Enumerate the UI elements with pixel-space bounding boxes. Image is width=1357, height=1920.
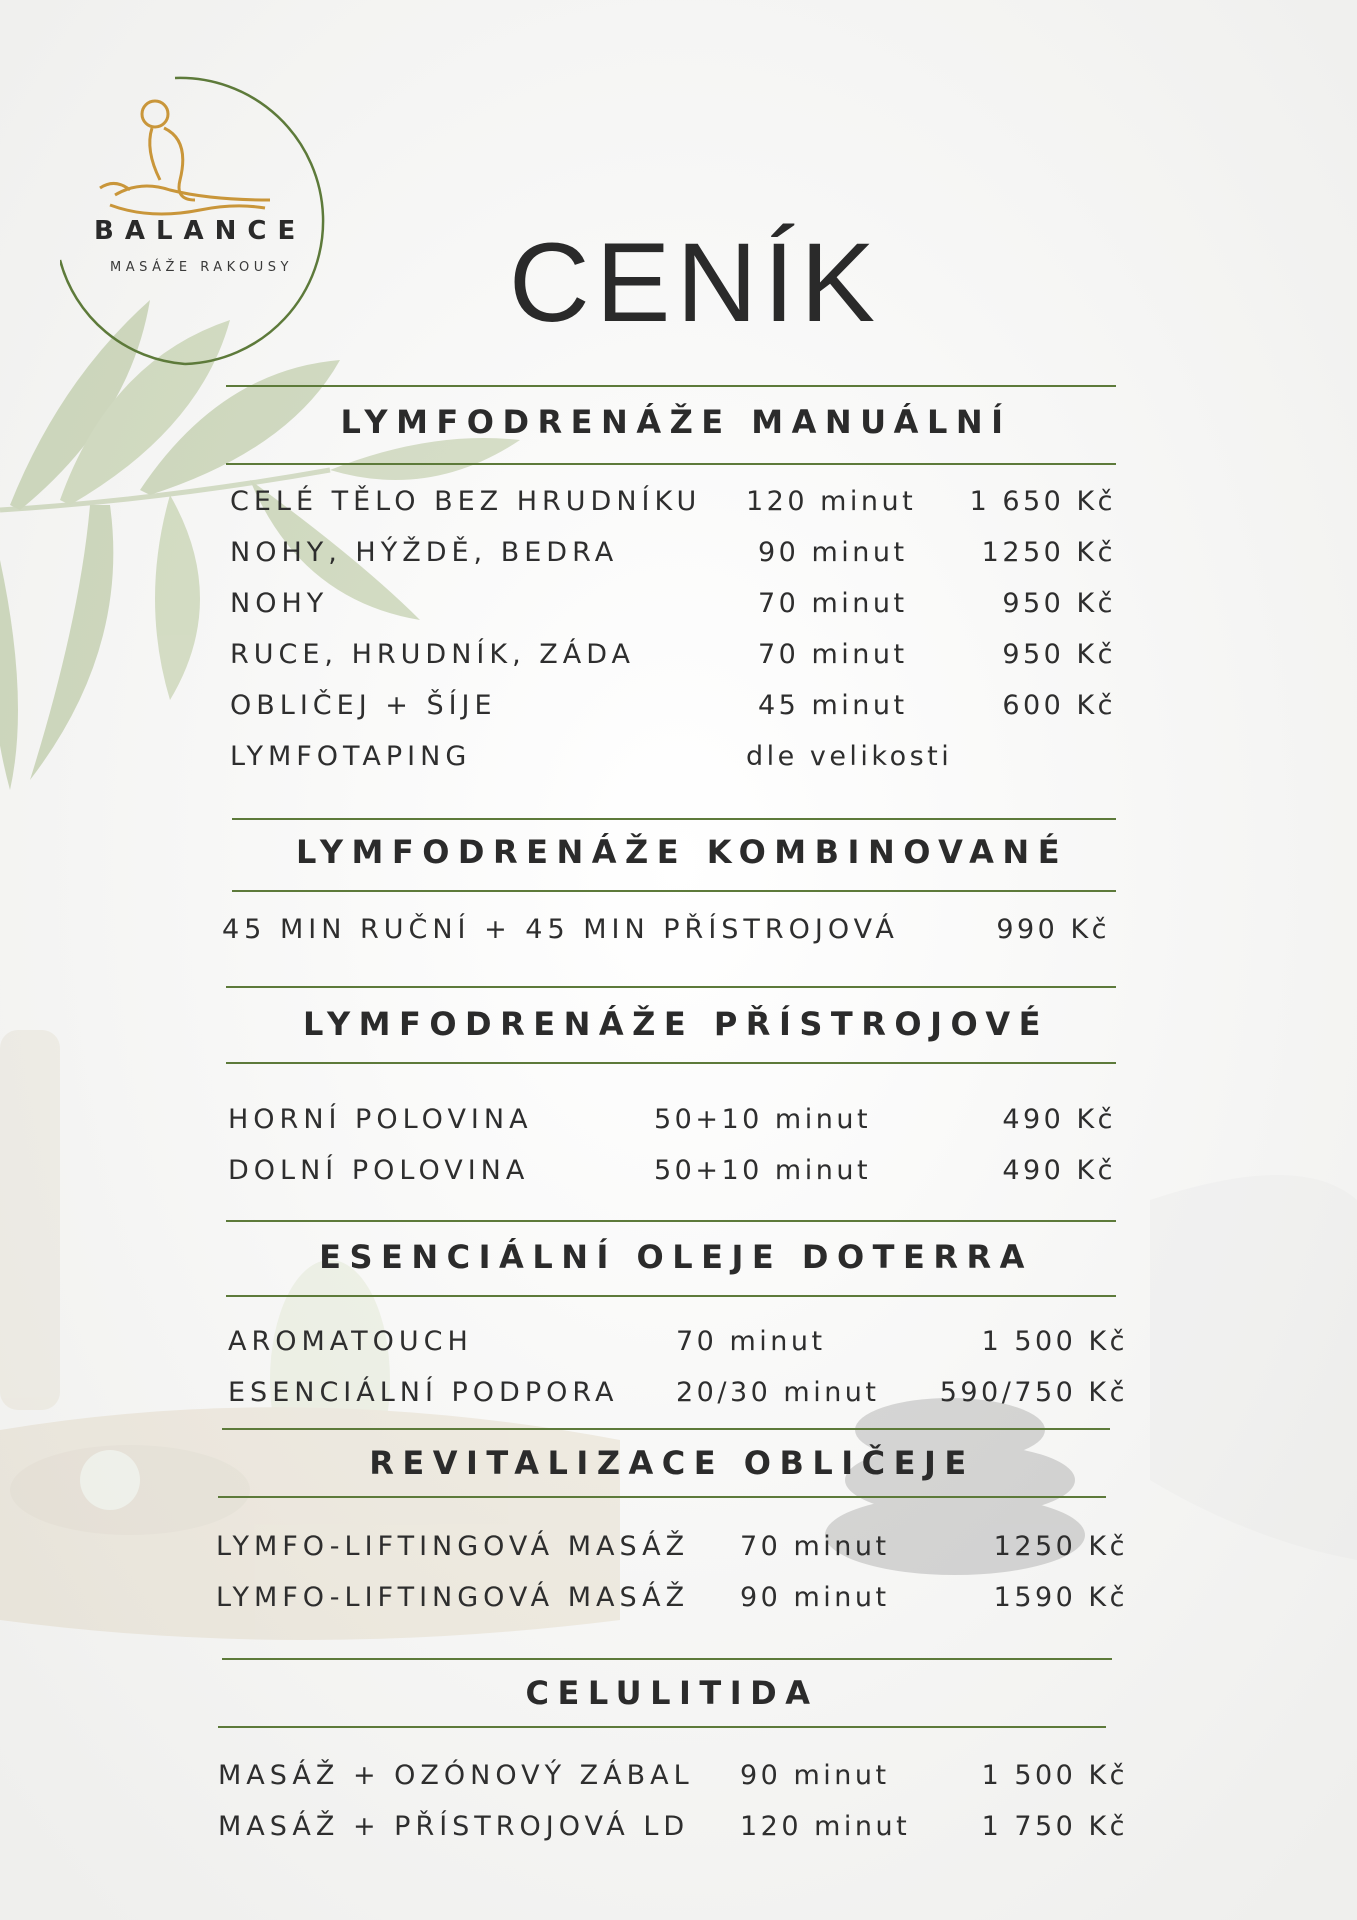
- divider-line: [218, 1496, 1106, 1498]
- divider-line: [222, 1428, 1110, 1430]
- service-name: ESENCIÁLNÍ PODPORA: [228, 1377, 619, 1408]
- service-name: MASÁŽ + OZÓNOVÝ ZÁBAL: [218, 1760, 694, 1791]
- service-duration: 50+10 minut: [654, 1104, 872, 1135]
- service-name: HORNÍ POLOVINA: [228, 1104, 533, 1135]
- divider-line: [226, 463, 1116, 465]
- price-row: [228, 1104, 1120, 1144]
- service-duration: 90 minut: [740, 1760, 890, 1791]
- divider-line: [226, 385, 1116, 387]
- service-price: 950 Kč: [1002, 639, 1116, 670]
- divider-line: [222, 1658, 1112, 1660]
- price-row: [218, 1811, 1128, 1851]
- service-duration: 120 minut: [746, 486, 917, 517]
- service-duration: 70 minut: [758, 588, 908, 619]
- service-price: 590/750 Kč: [939, 1377, 1128, 1408]
- service-duration: 90 minut: [740, 1582, 890, 1613]
- price-row: [228, 1377, 1128, 1417]
- service-name: 45 MIN RUČNÍ + 45 MIN PŘÍSTROJOVÁ: [222, 914, 899, 945]
- price-row: [228, 1326, 1128, 1366]
- divider-line: [226, 1220, 1116, 1222]
- service-duration: 70 minut: [758, 639, 908, 670]
- service-name: NOHY, HÝŽDĚ, BEDRA: [230, 537, 619, 568]
- price-row: [230, 639, 1120, 679]
- service-price: 950 Kč: [1002, 588, 1116, 619]
- price-row: [230, 486, 1120, 526]
- price-row: [222, 914, 1120, 954]
- service-duration: 50+10 minut: [654, 1155, 872, 1186]
- price-row: [230, 690, 1120, 730]
- service-name: LYMFO-LIFTINGOVÁ MASÁŽ: [216, 1531, 690, 1562]
- brand-subtitle: MASÁŽE RAKOUSY: [110, 260, 293, 275]
- service-duration: 20/30 minut: [676, 1377, 880, 1408]
- section-title-face: REVITALIZACE OBLIČEJE: [369, 1444, 975, 1482]
- service-duration: 70 minut: [676, 1326, 826, 1357]
- service-duration: 45 minut: [758, 690, 908, 721]
- service-name: RUCE, HRUDNÍK, ZÁDA: [230, 639, 635, 670]
- divider-line: [226, 1295, 1116, 1297]
- brand-name: BALANCE: [94, 216, 307, 246]
- service-name: AROMATOUCH: [228, 1326, 473, 1357]
- service-price: 1 650 Kč: [969, 486, 1116, 517]
- service-price: 990 Kč: [996, 914, 1110, 945]
- service-price: 600 Kč: [1002, 690, 1116, 721]
- service-price: 1590 Kč: [993, 1582, 1128, 1613]
- service-duration: 90 minut: [758, 537, 908, 568]
- price-row: [230, 588, 1120, 628]
- massage-figure-icon: [100, 101, 270, 214]
- section-title-combined: LYMFODRENÁŽE KOMBINOVANÉ: [295, 833, 1069, 871]
- service-price: 490 Kč: [1002, 1104, 1116, 1135]
- price-row: [216, 1531, 1128, 1571]
- service-name: MASÁŽ + PŘÍSTROJOVÁ LD: [218, 1811, 690, 1842]
- service-name: NOHY: [230, 588, 329, 619]
- service-price: 1250 Kč: [993, 1531, 1128, 1562]
- price-row: [230, 741, 1120, 781]
- service-duration: dle velikosti: [746, 741, 953, 772]
- section-title-cellulite: CELULITIDA: [525, 1674, 819, 1712]
- service-price: 1 500 Kč: [981, 1326, 1128, 1357]
- service-duration: 70 minut: [740, 1531, 890, 1562]
- divider-line: [218, 1726, 1106, 1728]
- divider-line: [232, 890, 1116, 892]
- service-name: OBLIČEJ + ŠÍJE: [230, 690, 497, 721]
- divider-line: [226, 1062, 1116, 1064]
- service-name: CELÉ TĚLO BEZ HRUDNÍKU: [230, 486, 702, 517]
- service-name: LYMFOTAPING: [230, 741, 472, 772]
- divider-line: [226, 986, 1116, 988]
- service-duration: 120 minut: [740, 1811, 911, 1842]
- service-price: 490 Kč: [1002, 1155, 1116, 1186]
- service-price: 1 750 Kč: [981, 1811, 1128, 1842]
- service-name: LYMFO-LIFTINGOVÁ MASÁŽ: [216, 1582, 690, 1613]
- section-title-oils: ESENCIÁLNÍ OLEJE DOTERRA: [319, 1238, 1033, 1276]
- divider-line: [232, 818, 1116, 820]
- price-row: [230, 537, 1120, 577]
- service-price: 1250 Kč: [981, 537, 1116, 568]
- service-price: 1 500 Kč: [981, 1760, 1128, 1791]
- section-title-manual: LYMFODRENÁŽE MANUÁLNÍ: [340, 403, 1012, 441]
- page-title: CENÍK: [508, 220, 882, 345]
- price-row: [228, 1155, 1120, 1195]
- price-row: [218, 1760, 1128, 1800]
- service-name: DOLNÍ POLOVINA: [228, 1155, 530, 1186]
- section-title-device: LYMFODRENÁŽE PŘÍSTROJOVÉ: [303, 1005, 1049, 1043]
- price-row: [216, 1582, 1128, 1622]
